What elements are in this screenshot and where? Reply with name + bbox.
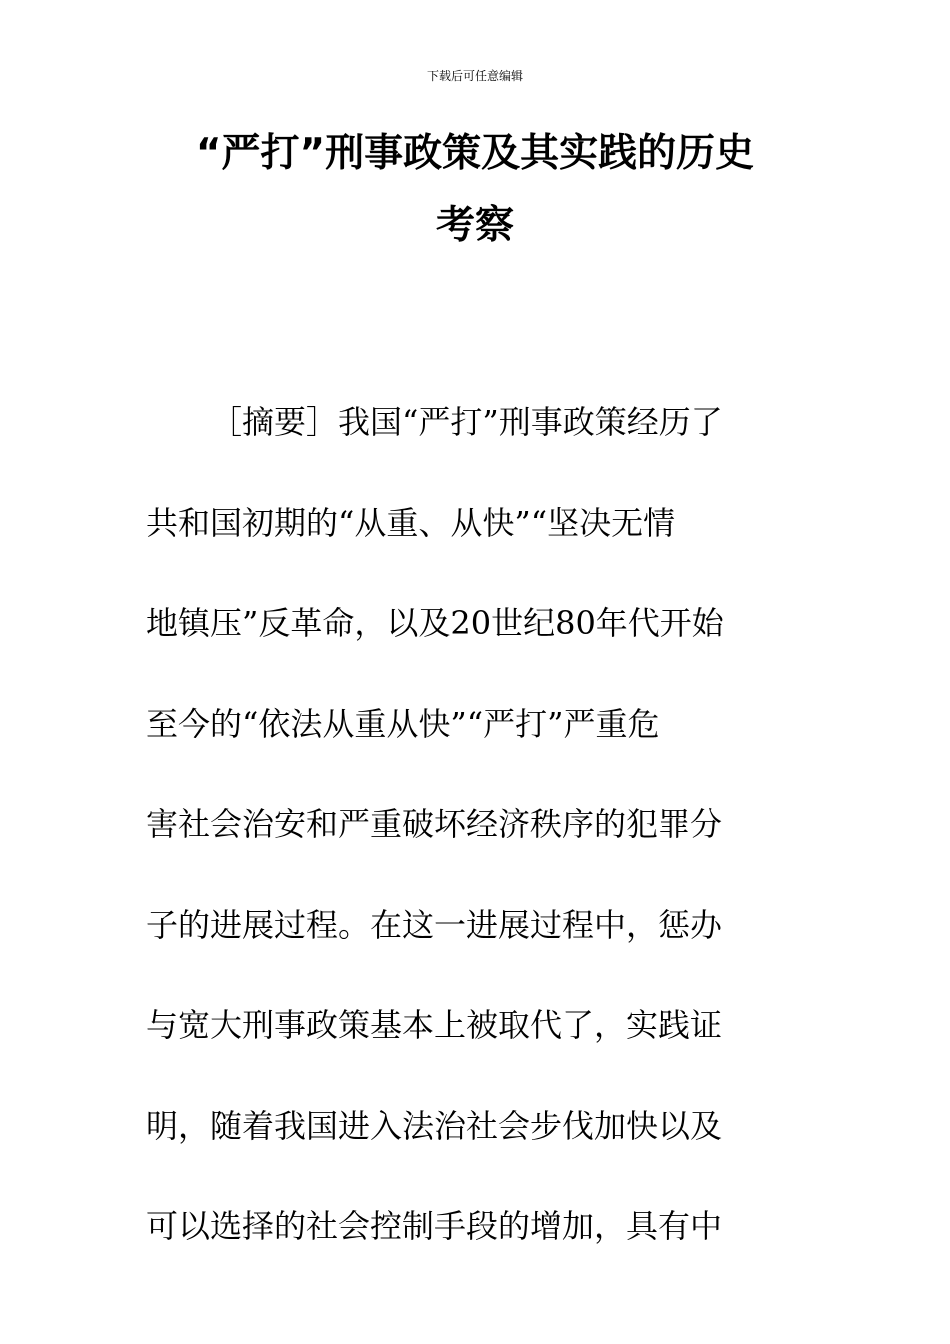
text-line: 共和国初期的“从重、从快”“坚决无情 bbox=[146, 503, 676, 542]
document-title bbox=[0, 118, 950, 262]
abstract-paragraph bbox=[146, 372, 806, 1277]
title-line-2: 考察 bbox=[435, 203, 514, 248]
text-line: 明，随着我国进入法治社会步伐加快以及 bbox=[146, 1106, 723, 1145]
text-line: 与宽大刑事政策基本上被取代了，实践证 bbox=[146, 1006, 723, 1044]
text-line: 子的进展过程。在这一进展过程中，惩办 bbox=[146, 905, 723, 944]
text-line: 至今的“依法从重从快”“严打”严重危 bbox=[146, 704, 660, 743]
title-line-1: “严打”刑事政策及其实践的历史 bbox=[195, 131, 755, 176]
text-line: 害社会治安和严重破坏经济秩序的犯罪分 bbox=[146, 805, 723, 843]
text-line: 可以选择的社会控制手段的增加，具有中 bbox=[146, 1207, 723, 1245]
text-line: 地镇压”反革命，以及20世纪80年代开始 bbox=[146, 604, 724, 642]
header-note: 下载后可任意编辑 bbox=[426, 69, 523, 83]
text-line: ［摘要］我国“严打”刑事政策经历了 bbox=[210, 403, 723, 441]
